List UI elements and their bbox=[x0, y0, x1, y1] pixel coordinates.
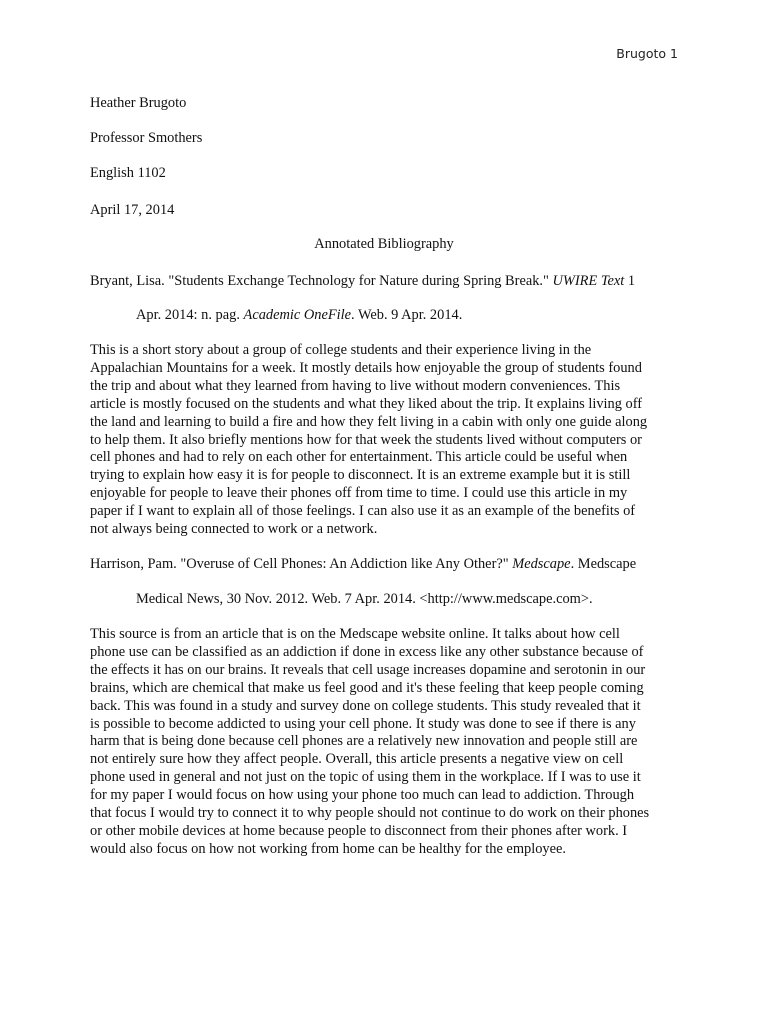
citation-1-line-2-text: Apr. 2014: n. pag. bbox=[136, 307, 244, 323]
annotation-2-line: would also focus on how not working from home can be healthy for the employee. bbox=[90, 840, 566, 857]
citation-2-line-1 bbox=[90, 555, 636, 573]
citation-2-text-end: . Medscape bbox=[570, 556, 637, 572]
running-header-page-number: Brugoto 1 bbox=[616, 46, 678, 61]
annotation-1 bbox=[90, 342, 680, 539]
annotation-2-line: harm that is being done because cell phones are a relatively new innovation and people still are bbox=[90, 733, 638, 750]
annotation-2-line: brains, which are chemical that make us feel good and it's these feeling that keep people coming bbox=[90, 679, 644, 696]
annotation-2-line: or other mobile devices at home because people to disconnect from their phones after work. I bbox=[90, 822, 628, 839]
annotation-1-line: trying to explain how easy it is for people to disconnect. It is an extreme example but it is still bbox=[90, 467, 631, 484]
annotation-2-line: for my paper I would focus on how using your phone too much can lead to addiction. Through bbox=[90, 787, 635, 804]
annotation-1-line: enjoyable for people to leave their phones off from time to time. I could use this article in my bbox=[90, 485, 628, 502]
citation-2-source-italic: Medscape bbox=[512, 556, 571, 572]
annotation-1-line: article is mostly focused on the students and what they liked about the trip. It explains living off bbox=[90, 395, 643, 412]
annotation-2-line: phone use can be classified as an addiction if done in excess like any other substance because of bbox=[90, 643, 644, 660]
professor-name: Professor Smothers bbox=[90, 130, 203, 146]
citation-1-line-2 bbox=[136, 306, 462, 324]
citation-1-line-1 bbox=[90, 272, 635, 290]
annotation-2-line: that focus I would try to connect it to why people should not continue to do work on their phones bbox=[90, 805, 650, 822]
citation-2-line-2-text: Medical News, 30 Nov. 2012. Web. 7 Apr. 2014. <http://www.medscape.com>. bbox=[136, 591, 593, 607]
annotation-2-line: is possible to become addicted to using your cell phone. It study was done to see if there is any bbox=[90, 715, 636, 732]
course-name: English 1102 bbox=[90, 165, 166, 181]
document-title: Annotated Bibliography bbox=[314, 236, 454, 252]
annotation-2-line: the effects it has on our brains. It reveals that cell usage increases dopamine and serotonin in our bbox=[90, 661, 646, 678]
citation-1-text: Bryant, Lisa. "Students Exchange Technology for Nature during Spring Break." bbox=[90, 273, 553, 289]
citation-2-line-2 bbox=[136, 590, 593, 608]
annotation-1-line: paper if I want to explain all of those feelings. I can also use it as an example of the benefits of bbox=[90, 503, 636, 520]
annotation-1-line: the trip and about what they learned from having to live without modern conveniences. This bbox=[90, 377, 621, 394]
citation-1-text-end: 1 bbox=[624, 273, 636, 289]
annotation-2-line: back. This was found in a study and survey done on college students. This study revealed that it bbox=[90, 697, 641, 714]
annotation-2-line: phone used in general and not just on the topic of using them in the workplace. If I was to use it bbox=[90, 769, 641, 786]
citation-1-database-italic: Academic OneFile bbox=[243, 307, 352, 323]
annotation-1-line: to help them. It also briefly mentions how for that week the students lived without computers or bbox=[90, 431, 642, 448]
annotation-1-line: not always being connected to work or a network. bbox=[90, 521, 378, 538]
citation-1-source-italic: UWIRE Text bbox=[552, 273, 625, 289]
annotation-2-line: This source is from an article that is on the Medscape website online. It talks about how cell bbox=[90, 626, 620, 642]
annotation-1-line: the land and learning to build a fire and how they felt living in a cabin with only one guide along bbox=[90, 413, 648, 430]
annotation-1-line: This is a short story about a group of college students and their experience living in the bbox=[90, 342, 592, 358]
submission-date: April 17, 2014 bbox=[90, 202, 175, 218]
annotation-2 bbox=[90, 626, 680, 859]
author-name: Heather Brugoto bbox=[90, 95, 187, 111]
annotation-1-line: cell phones and had to rely on each other for entertainment. This article could be useful when bbox=[90, 449, 628, 466]
citation-2-text: Harrison, Pam. "Overuse of Cell Phones: An Addiction like Any Other?" bbox=[90, 556, 513, 572]
citation-1-line-2-end: . Web. 9 Apr. 2014. bbox=[351, 307, 463, 323]
annotation-1-line: Appalachian Mountains for a week. It mostly details how enjoyable the group of students found bbox=[90, 359, 642, 376]
annotation-2-line: not entirely sure how they affect people. Overall, this article presents a negative view on cell bbox=[90, 751, 624, 768]
